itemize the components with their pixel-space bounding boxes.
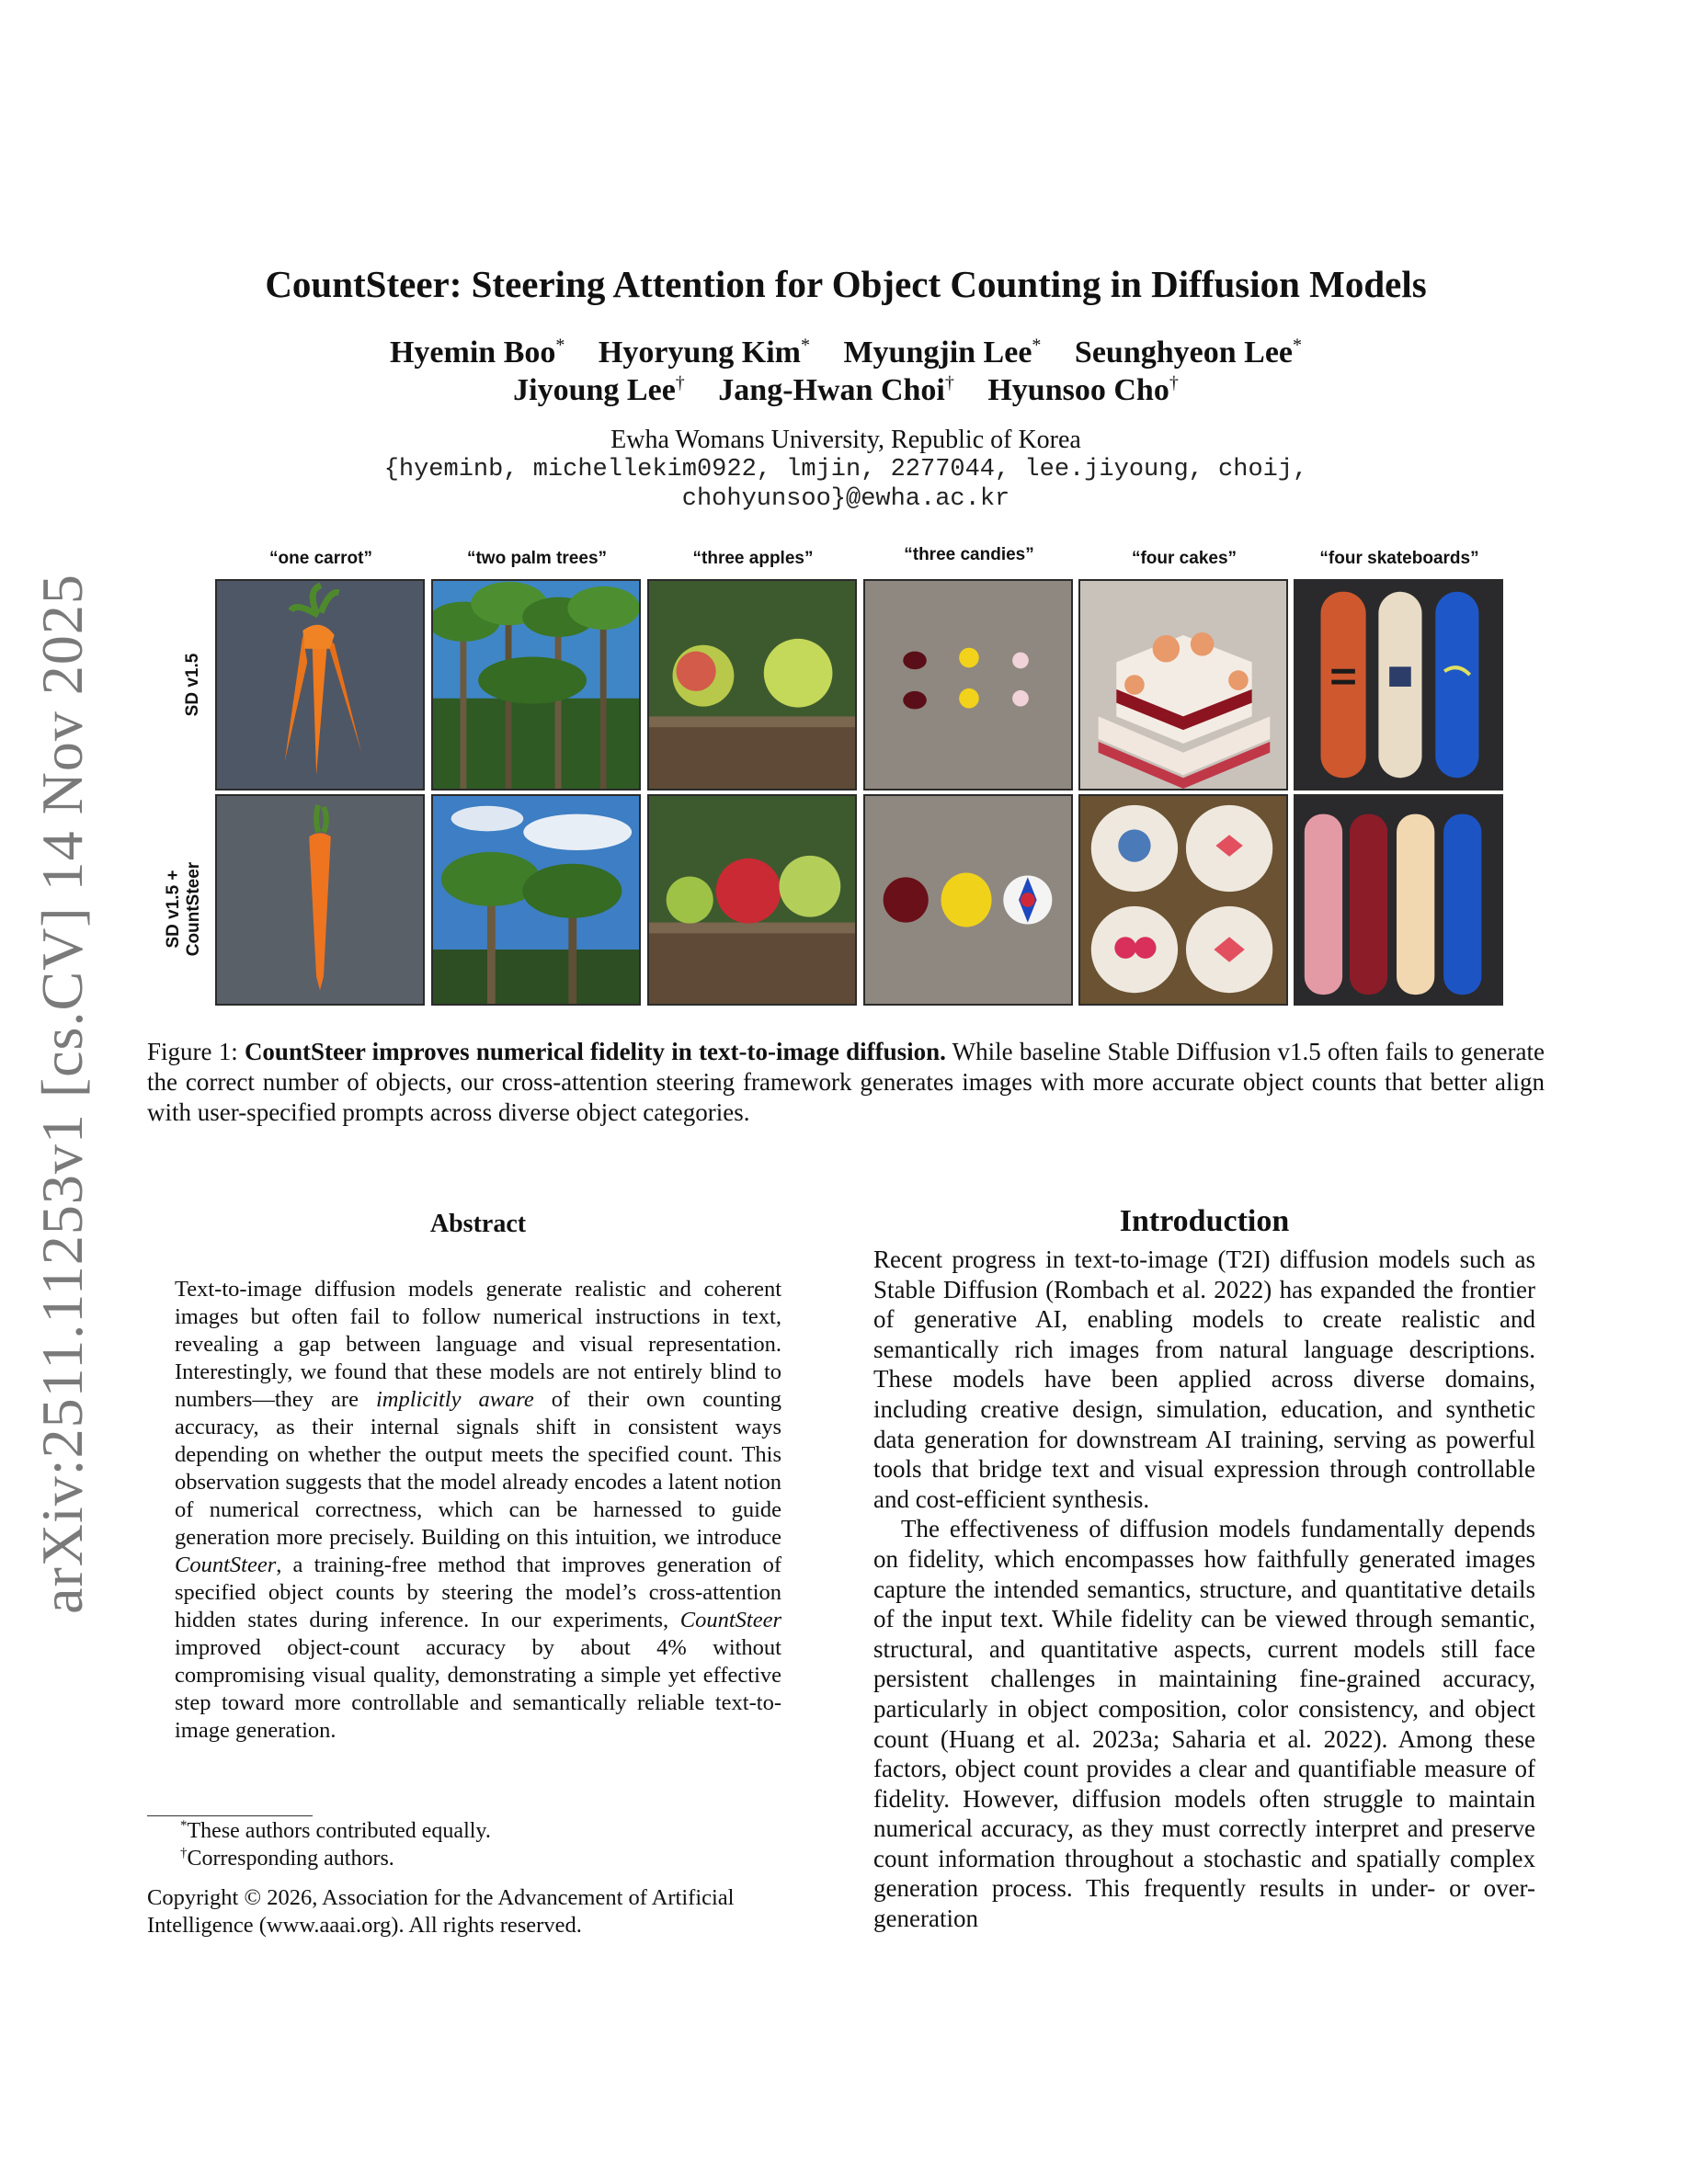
footnote-rule <box>147 1815 313 1816</box>
author: Myungjin Lee* <box>843 336 1042 370</box>
introduction-text <box>873 1245 1535 1934</box>
prompt-label: “two palm trees” <box>466 549 608 568</box>
image-sd-four-skateboards <box>1294 579 1503 791</box>
emails-line-1: {hyeminb, michellekim0922, lmjin, 2277044, lee.jiyoung, choij, <box>383 456 1308 483</box>
intro-paragraph-2: The effectiveness of diffusion models fundamentally depends on fidelity, which encompasses how faithfully generated images capture the intended semantics, structure, and quantitative details of the input text. While fidelity can be viewed through semantic, structural, and quantitative aspects, current models still face persistent challenges in maintaining fine-grained accuracy, particularly in object composition, color consistency, and object count (Huang et al. 2023a; Saharia et al. 2022). Among these factors, object count provides a clear and quantifiable measure of fidelity. However, diffusion models often struggle to maintain numerical accuracy, as they must correctly interpret and preserve count information throughout a stochastic and spatially complex generation process. This frequently results in under- or over-generation <box>873 1515 1535 1933</box>
affiliation: Ewha Womans University, Republic of Korea <box>610 426 1081 454</box>
figure-caption: Figure 1: CountSteer improves numerical fidelity in text-to-image diffusion. While baseline Stable Diffusion v1.5 often fails to generate the correct number of objects, our cross-attention steering framework generates images with more accurate object counts that better align with user-specified prompts across diverse object categories. <box>147 1038 1545 1126</box>
prompt-label: “one carrot” <box>269 549 372 568</box>
author: Hyemin Boo* <box>389 336 565 370</box>
authors-line-1 <box>147 336 1545 370</box>
arxiv-side-stamp: arXiv:2511.11253v1 [cs.CV] 14 Nov 2025 <box>29 574 95 1614</box>
paper-title: CountSteer: Steering Attention for Object Counting in Diffusion Models <box>265 263 1427 305</box>
prompt-label: “four cakes” <box>1131 549 1237 568</box>
introduction-heading: Introduction <box>1119 1204 1290 1238</box>
abstract-heading: Abstract <box>429 1210 527 1238</box>
prompt-label: “four skateboards” <box>1319 549 1479 568</box>
author: Hyunsoo Cho† <box>987 373 1179 408</box>
author: Jang-Hwan Choi† <box>718 373 954 408</box>
author: Hyoryung Kim* <box>598 336 810 370</box>
image-sd-two-palm-trees <box>431 579 641 791</box>
image-sd-three-candies <box>863 579 1073 791</box>
author: Seunghyeon Lee* <box>1074 336 1303 370</box>
copyright-notice: Copyright © 2026, Association for the Advancement of Artificial Intelligence (www.aaai.org). All rights reserved. <box>147 1885 735 1938</box>
image-sd-one-carrot <box>215 579 425 791</box>
authors-line-2 <box>147 373 1545 408</box>
row-label-countsteer: SD v1.5 + CountSteer <box>164 861 203 957</box>
emails-line-2: chohyunsoo}@ewha.ac.kr <box>681 485 1010 513</box>
row-label-sd: SD v1.5 <box>183 653 202 717</box>
image-countsteer-four-cakes <box>1078 794 1288 1006</box>
image-countsteer-three-candies <box>863 794 1073 1006</box>
footnote-corresponding: †Corresponding authors. <box>180 1846 394 1871</box>
image-countsteer-one-carrot <box>215 794 425 1006</box>
image-sd-three-apples <box>647 579 857 791</box>
image-countsteer-three-apples <box>647 794 857 1006</box>
prompt-label: “three candies” <box>904 545 1034 564</box>
author: Jiyoung Lee† <box>513 373 685 408</box>
prompt-label: “three apples” <box>692 549 814 568</box>
footnote-equal-contribution: *These authors contributed equally. <box>180 1818 491 1843</box>
image-sd-four-cakes <box>1078 579 1288 791</box>
image-countsteer-two-palm-trees <box>431 794 641 1006</box>
image-countsteer-four-skateboards <box>1294 794 1503 1006</box>
intro-paragraph-1: Recent progress in text-to-image (T2I) diffusion models such as Stable Diffusion (Rombach et al. 2022) has expanded the frontier of generative AI, enabling models to create realistic and semantically rich images from natural language descriptions. These models have been applied across diverse domains, including creative design, simulation, education, and synthetic data generation for downstream AI training, serving as powerful tools that bridge text and visual expression through controllable and cost-efficient synthesis. <box>873 1246 1535 1513</box>
abstract-text: Text-to-image diffusion models generate realistic and coherent images but often fail to follow numerical instructions in text, revealing a gap between language and visual representation. Interestingly, we found that these models are not entirely blind to numbers—they are implicitly aware of their own counting accuracy, as their internal signals shift in consistent ways depending on whether the output meets the specified count. This observation suggests that the model already encodes a latent notion of numerical correctness, which can be harnessed to guide generation more precisely. Building on this intuition, we introduce CountSteer, a training-free method that improves generation of specified object counts by steering the model’s cross-attention hidden states during inference. In our experiments, CountSteer improved object-count accuracy by about 4% without compromising visual quality, demonstrating a simple yet effective step toward more controllable and semantically reliable text-to-image generation. <box>175 1277 781 1743</box>
